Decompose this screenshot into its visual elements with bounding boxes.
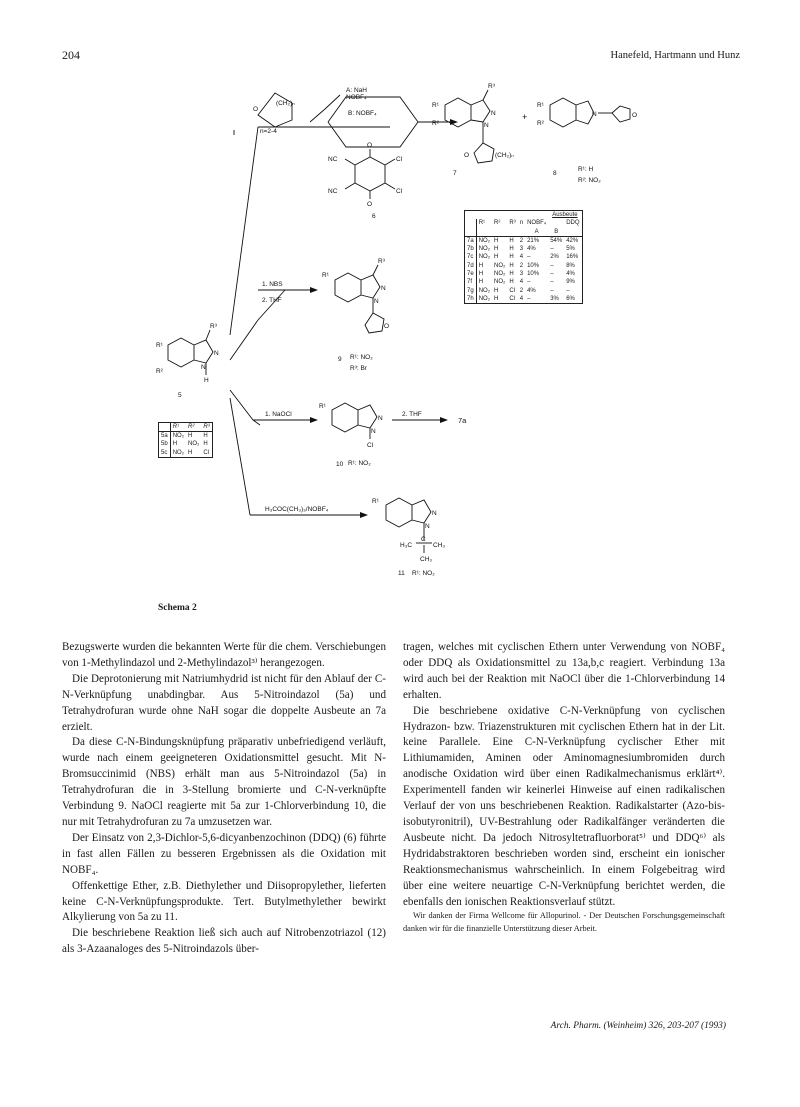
yield-table-cell: 2 xyxy=(519,287,524,294)
journal-footer: Arch. Pharm. (Weinheim) 326, 203-207 (1993) xyxy=(550,1021,726,1031)
running-header-authors: Hanefeld, Hartmann und Hunz xyxy=(610,50,740,61)
yield-table-cell: H xyxy=(494,287,499,294)
yield-table-cell: 7g xyxy=(465,287,477,295)
svg-text:N: N xyxy=(371,428,376,435)
plus-sign: + xyxy=(522,112,528,122)
svg-text:R¹: R¹ xyxy=(537,102,544,109)
yield-table-cell: H xyxy=(509,279,514,286)
yield-table-cell: H xyxy=(509,237,514,244)
yield-table-row xyxy=(465,270,583,278)
svg-text:N: N xyxy=(374,298,379,305)
ddq-cl-1: Cl xyxy=(396,156,403,163)
svg-text:N: N xyxy=(425,523,430,530)
yield-table-cell: – xyxy=(566,287,570,294)
cmpd-10-label: 10 xyxy=(336,461,344,468)
yield-table-cell: 7c xyxy=(465,253,477,261)
cmpd-9-label: 9 xyxy=(338,356,342,363)
yield-table-cell: H xyxy=(476,278,492,286)
yield-table-cell: 2 xyxy=(519,262,524,269)
svg-text:O: O xyxy=(384,323,390,330)
acknowledgement: Wir danken der Firma Wellcome für Allopurinol. - Der Deutschen Forschungsgemeinschaft danken wir für die finanzielle Unterstützung dieser Arbeit. xyxy=(403,911,725,933)
yield-table-cell: Cl xyxy=(509,287,516,294)
cmpd-11-label: 11 xyxy=(398,570,405,577)
substituent-table-cell: NO₂ xyxy=(170,432,186,441)
yield-table-cell: H xyxy=(509,246,514,253)
yield-table-cell: NO₂ xyxy=(476,295,492,304)
substituent-table-cell: 5b xyxy=(161,441,168,448)
cmpd-5-label: 5 xyxy=(178,392,182,399)
paragraph: Der Einsatz von 2,3-Dichlor-5,6-dicyanbenzochinon (DDQ) (6) führte in fast allen Fällen zu besseren Ergebnissen als die Oxidation mit NOBF₄. xyxy=(62,831,386,876)
substituent-table-cell: H xyxy=(170,440,186,448)
yield-table-cell: H xyxy=(494,254,499,261)
substituent-table-cell: H xyxy=(203,433,208,440)
right-column xyxy=(403,640,725,935)
substituent-table-row xyxy=(159,449,213,458)
yield-table-cell: NO₂ xyxy=(494,279,506,286)
ddq-cn-1: NC xyxy=(328,156,338,163)
left-column xyxy=(62,640,386,958)
substituent-table-cell: NO₂ xyxy=(170,449,186,458)
yield-table-cell: 10% xyxy=(527,262,540,269)
svg-text:H₃C: H₃C xyxy=(400,542,413,549)
yield-table-cell: 5% xyxy=(566,246,575,253)
paragraph: tragen, welches mit cyclischen Ethern unter Verwendung von NOBF₄ oder DDQ als Oxidationsmittel zu 13a,b,c reagiert. Verbindung 13a wird auch bei der Reaktion mit NaOCl über die 1-Chlorverbindung 14 erhalten. xyxy=(403,641,725,701)
yield-table-cell: 4% xyxy=(527,246,536,253)
ether-chain-label: (CH₂)ₙ xyxy=(276,100,295,107)
svg-text:(CH₂)ₙ: (CH₂)ₙ xyxy=(495,152,514,159)
svg-text:R²: R² xyxy=(156,368,163,375)
svg-text:R¹: R¹ xyxy=(372,498,379,505)
ether-o-label: O xyxy=(253,106,259,113)
yield-table-cell: – xyxy=(550,279,554,286)
svg-text:R¹: R¹ xyxy=(156,342,163,349)
cmpd-8-label: 8 xyxy=(553,170,557,177)
yield-table-cell: – xyxy=(550,262,554,269)
svg-text:2. THF: 2. THF xyxy=(262,297,282,304)
svg-text:R¹: NO₂: R¹: NO₂ xyxy=(412,570,435,577)
substituent-table-cell: H xyxy=(188,433,193,440)
yield-table-cell: Cl xyxy=(509,295,516,302)
ddq-o-top: O xyxy=(367,142,373,149)
scheme-caption: Schema 2 xyxy=(158,603,197,613)
cmpd-8-r1: R¹: H xyxy=(578,166,594,173)
yield-table-cell: NO₂ xyxy=(476,287,492,295)
cmpd-8-r2: R²: NO₂ xyxy=(578,177,601,184)
yield-table-cell: – xyxy=(550,287,554,294)
yield-table: Ausbeute R¹ R² R³ n NOBF₄ DDQ A B 7a NO₂ H H 2 21% 54% 42% 7b NO₂ H H 3 4% – 5% 7c NO₂ H H 4 – 2% 16% 7d H NO₂ H 2 10% – 8% 7e H NO₂ H 3 10% – 4% 7f H NO₂ H 4 – – 9% 7g NO₂ H Cl 2 4% – – 7h NO₂ H Cl 4 – 3% 6% xyxy=(464,210,583,304)
yield-table-cell: 7b xyxy=(465,245,477,253)
yield-table-cell: 3% xyxy=(550,295,559,302)
yield-table-cell: 42% xyxy=(566,237,579,244)
yield-table-row xyxy=(465,262,583,270)
svg-text:R²: R² xyxy=(537,120,544,127)
yield-table-cell: H xyxy=(509,262,514,269)
yield-table-cell: 21% xyxy=(527,237,540,244)
svg-text:N: N xyxy=(592,111,597,118)
yield-table-cell: NO₂ xyxy=(476,253,492,261)
n-range-label: n=2-4 xyxy=(260,128,277,135)
svg-text:C: C xyxy=(421,536,426,543)
ether-ring xyxy=(258,93,292,127)
svg-text:R¹: NO₂: R¹: NO₂ xyxy=(348,460,371,467)
yield-table-cell: – xyxy=(527,295,531,302)
svg-text:N: N xyxy=(491,110,496,117)
svg-text:Cl: Cl xyxy=(367,442,374,449)
yield-table-cell: 8% xyxy=(566,262,575,269)
substituent-table-cell: 5c xyxy=(161,449,168,456)
paragraph: Da diese C-N-Bindungsknüpfung präparativ unbefriedigend verläuft, wurde nach einem geeigneteren Oxidationsmittel gesucht. Mit N-Bromsuccinimid (NBS) erhält man aus 5-Nitroindazol (5a) in Tetrahydrofuran die in 3-Stellung bromierte und C-N-verknüpfte Verbindung 9. NaOCl reagierte mit 5a zur 1-Chlorverbindung 10, die nur mit Tetrahydrofuran zu 7a umzusetzen war. xyxy=(62,736,386,828)
reaction-scheme xyxy=(150,75,740,595)
yield-table-cell: 3 xyxy=(519,271,524,278)
yield-table-cell: 4 xyxy=(519,279,524,286)
cmpd-6-label: 6 xyxy=(372,213,376,220)
page-number: 204 xyxy=(62,48,80,62)
svg-text:R³: R³ xyxy=(488,83,495,90)
yield-table-cell: 16% xyxy=(566,254,579,261)
svg-text:R¹: R¹ xyxy=(322,272,329,279)
ddq-o-bottom: O xyxy=(367,201,373,208)
yield-table-cell: 7a xyxy=(465,236,477,245)
yield-table-cell: H xyxy=(494,246,499,253)
yield-table-cell: H xyxy=(476,262,492,270)
yield-table-cell: H xyxy=(509,271,514,278)
svg-text:N: N xyxy=(201,364,206,371)
yield-table-cell: 54% xyxy=(550,237,563,244)
svg-text:H: H xyxy=(204,377,209,384)
svg-text:CH₃: CH₃ xyxy=(420,556,433,563)
ddq-cl-2: Cl xyxy=(396,188,403,195)
paragraph: Die beschriebene Reaktion ließ sich auch auf Nitrobenzotriazol (12) als 3-Azaanaloges des 5-Nitroindazols über- xyxy=(62,927,386,956)
yield-table-cell: – xyxy=(527,279,531,286)
yield-table-cell: 7f xyxy=(465,278,477,286)
yield-table-cell: H xyxy=(476,270,492,278)
paragraph: Offenkettige Ether, z.B. Diethylether und Diisopropylether, lieferten keine C-N-Verknüpfungsprodukte. Tert. Butylmethylether bewirkt Alkylierung von 5a zu 11. xyxy=(62,879,386,924)
substituent-table-row xyxy=(159,432,213,441)
indazole-5-structure xyxy=(168,330,213,375)
svg-text:N: N xyxy=(378,415,383,422)
svg-text:CH₃: CH₃ xyxy=(433,542,446,549)
ddq-structure xyxy=(345,149,395,199)
yield-table-cell: NO₂ xyxy=(476,245,492,253)
yield-table-cell: H xyxy=(509,254,514,261)
yield-table-cell: 7d xyxy=(465,262,477,270)
yield-table-cell: NO₂ xyxy=(494,262,506,269)
yield-table-row xyxy=(465,245,583,253)
yield-table-row xyxy=(465,295,583,304)
yield-table-cell: – xyxy=(550,271,554,278)
yield-table-cell: 6% xyxy=(566,295,575,302)
paragraph: Die beschriebene oxidative C-N-Verknüpfung von cyclischen Hydrazon- bzw. Triazenstrukturen mit cyclischen Ethern hat in der Lit. keine Parallele. Eine C-N-Verknüpfung cyclischer Ether mit Lithiumamiden, Aminen oder Aminomagnesiumbromiden durch anodische Oxidation wird über einen Radikalmechanismus erklärt⁴⁾. Experimentell fanden wir keinerlei Hinweise auf einen radikalischen Verlauf der von uns beschriebenen Reaktion. Radikalstarter (Azo-bis-isobutyronitril), UV-Bestrahlung oder Radikalfänger veränderten die Ausbeute nicht. Da jedoch Nitrosyltetrafluorborat⁵⁾ und DDQ⁶⁾ als Hydridabstraktoren beschrieben worden sind, erscheint ein ionischer Reaktionsmechanismus wahrscheinlich. In einem Folgebeitrag wird über eine weitere neuartige C-N-Verknüpfung berichtet werden, die ebenfalls den ionischen Reaktionsverlauf stützt. xyxy=(403,704,725,908)
yield-table-cell: 4 xyxy=(519,295,524,302)
yield-table-cell: 4 xyxy=(519,254,524,261)
yield-table-cell: 2 xyxy=(519,237,524,244)
substituent-table-cell: H xyxy=(203,441,208,448)
yield-table-cell: 3 xyxy=(519,246,524,253)
substituent-table-cell: H xyxy=(188,449,193,456)
svg-text:R²: R² xyxy=(432,120,439,127)
yield-table-cell: – xyxy=(550,246,554,253)
svg-text:R¹: R¹ xyxy=(432,102,439,109)
svg-text:H₃COC(CH₃)₃/NOBF₄: H₃COC(CH₃)₃/NOBF₄ xyxy=(265,506,329,513)
svg-text:N: N xyxy=(214,350,219,357)
yield-table-rows xyxy=(465,236,583,303)
ddq-cn-2: NC xyxy=(328,188,338,195)
yield-table-cell: NO₂ xyxy=(476,236,492,245)
yield-table-cell: 7h xyxy=(465,295,477,304)
yield-table-cell: H xyxy=(494,237,499,244)
svg-text:N: N xyxy=(381,285,386,292)
yield-table-cell: NO₂ xyxy=(494,271,506,278)
yield-table-row xyxy=(465,253,583,261)
svg-text:1. NaOCl: 1. NaOCl xyxy=(265,411,292,418)
reagent-a-label: A: NaH xyxy=(346,87,367,94)
yield-table-cell: 7e xyxy=(465,270,477,278)
svg-text:N: N xyxy=(484,122,489,129)
substituent-table-cell: Cl xyxy=(203,449,210,456)
paragraph: Bezugswerte wurden die bekannten Werte für die chem. Verschiebungen von 1-Methylindazol und 2-Methylindazol³⁾ herangezogen. xyxy=(62,641,386,669)
svg-text:N: N xyxy=(432,510,437,517)
yield-table-row xyxy=(465,287,583,295)
svg-text:O: O xyxy=(632,112,638,119)
substituent-table-row xyxy=(159,440,213,448)
product-8-structure xyxy=(550,98,630,127)
substituent-table-cell: NO₂ xyxy=(188,441,200,448)
yield-table-cell: 2% xyxy=(550,254,559,261)
yield-table-cell: 4% xyxy=(566,271,575,278)
cmpd-7-label: 7 xyxy=(453,170,457,177)
svg-text:R¹: NO₂: R¹: NO₂ xyxy=(350,354,373,361)
yield-table-cell: H xyxy=(494,295,499,302)
target-7a-label: 7a xyxy=(458,416,467,425)
svg-text:R³: R³ xyxy=(210,323,217,330)
yield-table-title: Ausbeute xyxy=(552,212,578,218)
svg-text:R³: Br: R³: Br xyxy=(350,365,367,372)
substituent-table-cell: 5a xyxy=(161,433,168,440)
yield-table-row xyxy=(465,278,583,286)
reagent-a2-label: NOBF₄ xyxy=(346,94,367,101)
yield-table-cell: 10% xyxy=(527,271,540,278)
svg-text:1. NBS: 1. NBS xyxy=(262,281,283,288)
yield-table-cell: 9% xyxy=(566,279,575,286)
reagent-b-label: B: NOBF₄ xyxy=(348,110,377,117)
svg-text:2. THF: 2. THF xyxy=(402,411,422,418)
svg-text:R¹: R¹ xyxy=(319,403,326,410)
substituent-table: R¹ R² R³ 5a NO₂ H H 5b H NO₂ H 5c NO₂ H Cl xyxy=(158,422,213,458)
yield-table-row xyxy=(465,236,583,245)
svg-text:O: O xyxy=(464,152,470,159)
yield-table-cell: – xyxy=(527,254,531,261)
paragraph: Die Deprotonierung mit Natriumhydrid ist nicht für den Ablauf der C-N-Verknüpfung unabdingbar. Aus 5-Nitroindazol (5a) und Tetrahydrofuran wurde ohne NaH sogar die doppelte Ausbeute an 7a erzielt. xyxy=(62,672,386,733)
svg-text:R³: R³ xyxy=(378,258,385,265)
yield-table-cell: 4% xyxy=(527,287,536,294)
